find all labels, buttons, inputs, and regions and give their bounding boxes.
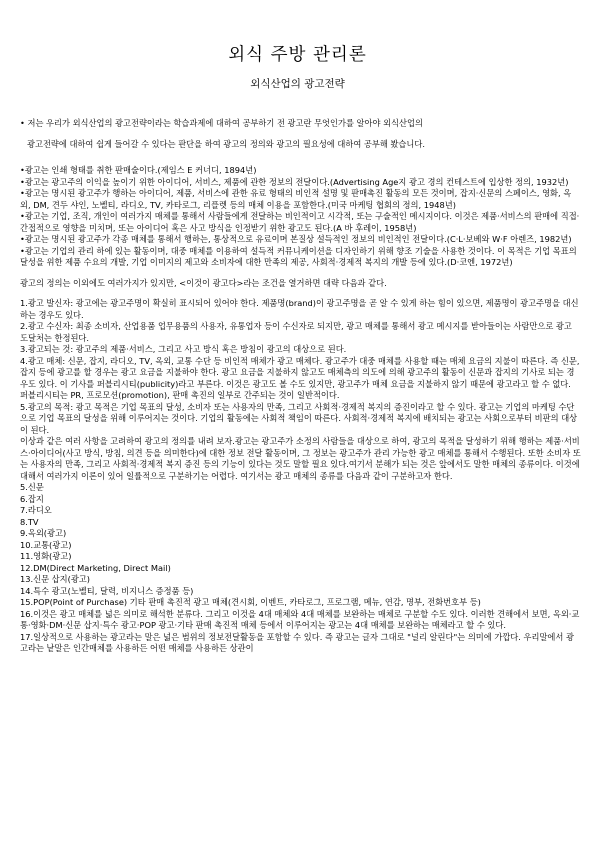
media-type-item: 8.TV xyxy=(20,516,39,527)
condition-item: 4.광고 매체: 신문, 잡지, 라디오, TV, 옥외, 교통 수단 등 비인적 매체가 광고 매체다. 광고주가 대중 매체를 사용할 때는 매체 요금의 지불이 따른다. 즉 신문, 잡지 등에 광고를 할 경우는 광고 요금을 지불하야 한다. 광고 요금을 지불하지 않고도 매체측의 의도에 의해 광고주의 활동이 신문과 잡지의 기사로 되는 경우도 있다. 이 기사를 퍼블리시티(publicity)라고 부른다. 이것은 광고도 볼 수도 있지만, 광고주가 매체 요금을 지불하지 않기 때문에 광고라고 할 수 없다. 퍼블리시티는 PR, 프로모션(promotion), 판매 촉진의 일부로 간주되는 것이 일반적이다. xyxy=(20,355,583,400)
media-type-item: 5.신문 xyxy=(20,482,44,492)
media-type-item: 14.특수 광고(노벨티, 달력, 비지니스 증정품 등) xyxy=(20,585,194,596)
summary-paragraph: 광고의 정의는 이외에도 여러가지가 있지만, <이것이 광고다>라는 조건을 열거하면 대략 다음과 같다. xyxy=(20,277,387,288)
document-subtitle: 외식산업의 광고전략 xyxy=(250,78,345,90)
definition-item: •광고는 명시된 광고주가 각종 매체를 통해서 행하는, 통상적으로 유료이며 본질상 설득적인 정보의 비인적인 전달이다.(C·L·보베와 W·F 아렌즈, 1982년) xyxy=(20,234,572,244)
media-type-item: 15.POP(Point of Purchase) 기타 판매 촉진적 광고 매체(견시회, 이벤트, 카타로그, 프로그램, 메뉴, 연감, 명부, 전화번호부 등) xyxy=(20,597,481,607)
definition-item: •광고는 기업의 관리 하에 있는 활동이며, 대중 매체를 이용하여 설득적 커뮤니케이션을 디자인하기 위해 향조 기술을 사용한 것이다. 이 목적은 기업 목표의 달성을 위한 제품 수요의 개발, 기업 이미지의 제고와 소비자에 대한 만족의 제공, 사회적·경제적 복지의 개발 등에 있다.(D·코엔, 1972년) xyxy=(20,245,580,267)
media-type-item: 12.DM(Direct Marketing, Direct Mail) xyxy=(20,562,171,573)
definition-item: •광고는 기업, 조직, 개인이 여러가지 매체를 통해서 사람들에게 전달하는 비인적이고 시각적, 또는 구술적인 메시지이다. 이것은 제품·서비스의 판매에 직접·간접적으로 영향을 미치며, 또는 아이디어 혹은 사고 방식을 인정받기 위한 광고도 된다.(A 바 후레이, 1958년) xyxy=(20,211,580,233)
media-type-item: 10.교통(광고) xyxy=(20,539,72,550)
closing-paragraphs xyxy=(20,609,581,655)
intro-line-1: • 저는 우리가 외식산업의 광고전략이라는 학습과제에 대하여 공부하기 전 광고란 무엇인가를 알아야 외식산업의 xyxy=(20,118,423,128)
media-type-item: 13.신문 삽지(광고) xyxy=(20,574,90,584)
condition-item: 5.광고의 목적: 광고 목적은 기업 목표의 달성, 소비자 또는 사용자의 만족, 그리고 사회적·경제적 복지의 증진이라고 할 수 있다. 광고는 기업의 마케팅 수단으로 기업 목표의 달성을 위해 이루어지는 것이다. 기업의 활동에는 사회적 책임이 따른다. 사회적·경제적 복지에 배치되는 광고는 사회으로부터 비판의 대상이 된다. xyxy=(20,401,578,435)
conditions-list xyxy=(20,298,581,482)
document-body xyxy=(20,118,581,655)
definition-item: •광고는 광고주의 이익을 높이기 위한 아이디어, 서비스, 제품에 관한 정보의 전달이다.(Advertising Age지 광고 경의 컨테스트에 입상한 정의, 1932년) xyxy=(20,176,569,187)
condition-item: 2.광고 수신자: 최종 소비자, 산업용품 업무용품의 사용자, 유통업자 등이 수신자로 되지만, 광고 매체를 통해서 광고 메시지를 받아들이는 사람만으로 광고 도달처는 한정된다. xyxy=(20,321,575,343)
closing-paragraph: 17.일상적으로 사용하는 광고라는 말은 넓은 범위의 정보전달활동을 포함할 수 있다. 즉 광고는 글자 그대로 "널리 알린다"는 의미에 가깝다. 우리말에서 광고라는 낱말은 인간매체를 사용하든 어떤 매체를 사용하든 상관이 xyxy=(20,631,574,653)
definition-paragraph: 이상과 같은 여러 사항을 고려하여 광고의 정의를 내려 보자.광고는 광고주가 소정의 사람들을 대상으로 하여, 광고의 목적을 달성하기 위해 행하는 제품·서비스·아이디어(사고 방식, 방침, 의견 등을 의미한다)에 대한 정보 전달 활동이며, 그 정보는 광고주가 관리 가능한 광고 매체를 통해서 수행된다. 또한 소비자 또는 사용자의 만족, 그리고 사회적·경제적 복지 증진 등의 기능이 있다는 것도 말할 필요 있다.여기서 분해가 되는 것은 앞에서도 말한 매체의 종류이다. 이것에 대해서 여러가지 이론이 있어 일률적으로 구분하기는 어렵다. 여기서는 광고 매체의 종류를 다음과 같이 구분하고자 한다. xyxy=(20,436,583,481)
media-type-item: 7.라디오 xyxy=(20,505,52,515)
document-title: 외식 주방 관리론 xyxy=(228,45,367,65)
media-type-item: 6.잡지 xyxy=(20,493,44,504)
condition-item: 1.광고 발신자: 광고에는 광고주명이 확실히 표시되어 있어야 한다. 제품명(brand)이 광고주명을 곧 알 수 있게 하는 힘이 있으면, 제품명이 광고주명을 대신하는 경우도 있다. xyxy=(20,298,579,320)
media-type-item: 11.영화(광고) xyxy=(20,551,72,561)
media-type-item: 9.옥외(광고) xyxy=(20,528,67,538)
closing-paragraph: 16.이것은 광고 매체를 넓은 의미로 해석한 분류다. 그리고 이것을 4대 매체와 4대 매체를 보완하는 매체로 구분할 수도 있다. 이러한 견해에서 보면, 옥외·교통·영화·DM·신문 삽지·특수 광고·POP 광고·기타 판매 촉진적 매체 등에서 이루어지는 광고는 4대 매체를 보완하는 매체라고 할 수 있다. xyxy=(20,608,580,630)
condition-item: 3.광고되는 것: 광고주의 제품·서비스, 그리고 사고 방식 혹은 방침이 광고의 대상으로 된다. xyxy=(20,344,347,354)
definition-item: •광고는 명시된 광고주가 행하는 아이디어, 제품, 서비스에 관한 유료 형태의 비인적 설명 및 판매촉진 활동의 모든 것이며, 잡지·신문의 스페이스, 영화, 옥외, DM, 견두 샤인, 노벨티, 라디오, TV, 카타로그, 리플렛 등의 매체 이용을 포함한다.(미국 마케팅 협회의 정의, 1948년) xyxy=(20,188,572,210)
definition-item: •광고는 인쇄 형태를 취한 판매술이다.(제임스 E 커너디, 1894년) xyxy=(20,165,257,175)
intro-line-2: 광고전략에 대하여 쉽게 들어갈 수 있다는 판단을 하여 광고의 정의와 광고의 필요성에 대하여 공부해 봤습니다. xyxy=(27,138,425,149)
media-types-list xyxy=(20,482,581,609)
definitions-list xyxy=(20,165,581,269)
